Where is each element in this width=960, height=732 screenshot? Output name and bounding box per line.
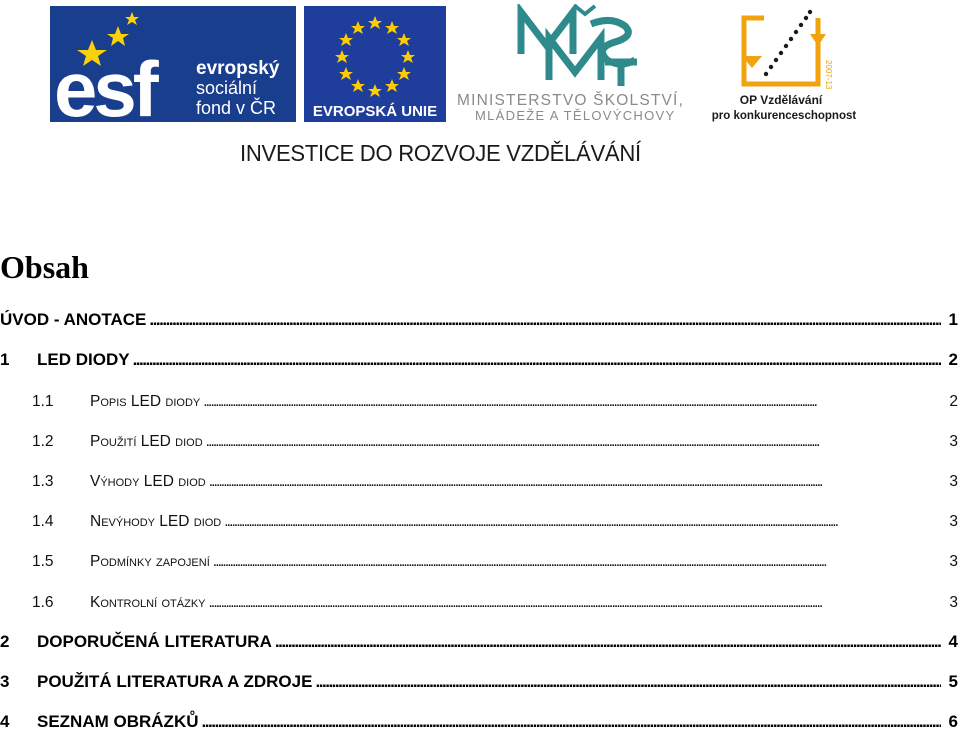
esf-line3: fond v ČR <box>196 98 277 118</box>
toc-entry-number: 1.3 <box>32 473 54 490</box>
toc-dot-leader <box>213 556 941 572</box>
msmt-line1: MINISTERSTVO ŠKOLSTVÍ, <box>457 92 685 109</box>
toc-entry-label: Podmínky zapojení <box>90 553 210 570</box>
toc-entry-number: 1.5 <box>32 553 54 570</box>
toc-dot-leader <box>149 313 941 330</box>
toc-dot-leader <box>203 396 941 412</box>
toc-entry-page: 3 <box>949 513 958 530</box>
op-line2: pro konkurenceschopnost <box>711 110 857 122</box>
toc-entry-label: SEZNAM OBRÁZKŮ <box>37 712 199 731</box>
toc-entry-number: 1.2 <box>32 433 54 450</box>
toc-entry-label: DOPORUČENÁ LITERATURA <box>37 632 272 651</box>
toc-entry-label: POUŽITÁ LITERATURA A ZDROJE <box>37 672 313 691</box>
banner-tagline: INVESTICE DO ROZVOJE VZDĚLÁVÁNÍ <box>240 140 641 166</box>
toc-entry-page: 3 <box>949 473 958 490</box>
eu-label: EVROPSKÁ UNIE <box>312 103 438 120</box>
toc-entry[interactable] <box>0 501 960 531</box>
op-line1: OP Vzdělávání <box>739 93 823 107</box>
toc-entry[interactable] <box>0 622 960 652</box>
toc-entry-page: 3 <box>949 553 958 570</box>
msmt-line2: MLÁDEŽE A TĚLOVÝCHOVY <box>475 108 676 122</box>
toc-entry[interactable] <box>0 541 960 571</box>
toc-dot-leader <box>224 516 941 532</box>
esf-letters: esf <box>54 45 155 122</box>
toc-entry[interactable] <box>0 461 960 491</box>
toc-entry-label: ÚVOD - ANOTACE <box>0 310 147 329</box>
toc-entry-page: 2 <box>948 350 958 369</box>
toc-entry-page: 6 <box>948 712 958 731</box>
toc-entry-page: 2 <box>949 393 958 410</box>
eu-flag-logo <box>304 6 446 122</box>
esf-line2: sociální <box>196 78 258 98</box>
toc-entry-page: 5 <box>948 672 958 691</box>
toc-entry[interactable] <box>0 702 960 732</box>
toc-dot-leader <box>206 436 941 452</box>
toc-entry[interactable] <box>0 300 960 330</box>
toc-title: Obsah <box>0 249 89 285</box>
esf-line1: evropský <box>196 58 280 79</box>
toc-entry[interactable] <box>0 582 960 612</box>
op-years: 2007-13 <box>824 60 833 90</box>
toc-entry-page: 3 <box>949 433 958 450</box>
toc-entry-number: 1.1 <box>32 393 54 410</box>
toc-dot-leader <box>209 476 941 492</box>
toc-entry-page: 3 <box>949 594 958 611</box>
toc-entry-label: Použití LED diod <box>90 433 203 450</box>
toc-entry-number: 4 <box>0 712 10 731</box>
toc-entry-number: 1 <box>0 350 10 369</box>
toc-entry[interactable] <box>0 381 960 411</box>
toc-entry-label: Nevýhody LED diod <box>90 513 222 530</box>
toc-entry-number: 3 <box>0 672 10 691</box>
toc-dot-leader <box>202 715 942 732</box>
toc-entry-label: Výhody LED diod <box>90 473 206 490</box>
msmt-logo <box>455 4 700 122</box>
op-vzdelavani-logo <box>706 4 866 122</box>
toc-entry[interactable] <box>0 340 960 370</box>
toc-dot-leader <box>315 675 941 692</box>
toc-entry-number: 1.4 <box>32 513 54 530</box>
toc-dot-leader <box>275 635 941 652</box>
toc-entry-number: 1.6 <box>32 594 54 611</box>
toc-entry-label: Kontrolní otázky <box>90 594 206 611</box>
toc-dot-leader <box>133 353 941 370</box>
toc-entry-label: Popis LED diody <box>90 393 201 410</box>
logo-banner <box>0 0 960 175</box>
toc-entry-number: 2 <box>0 632 10 651</box>
toc-dot-leader <box>209 597 942 613</box>
toc-entry-label: LED DIODY <box>37 350 130 369</box>
toc-entry-page: 4 <box>948 632 958 651</box>
toc-entry[interactable] <box>0 421 960 451</box>
toc-entry-page: 1 <box>948 310 958 329</box>
toc-entry[interactable] <box>0 662 960 692</box>
esf-logo <box>50 6 296 122</box>
